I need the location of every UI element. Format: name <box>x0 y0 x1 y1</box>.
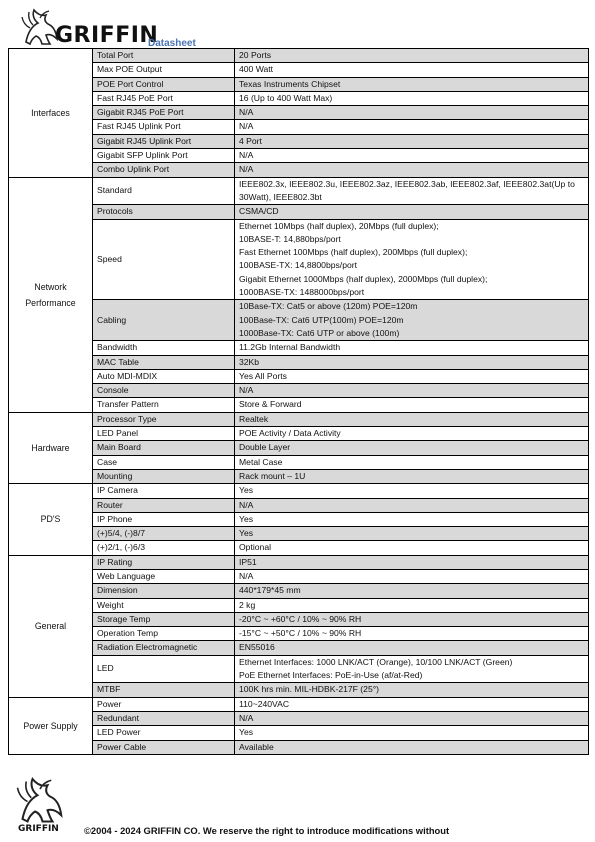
spec-value <box>235 441 589 455</box>
spec-value-line: N/A <box>239 385 254 396</box>
spec-value <box>235 91 589 105</box>
table-row <box>9 384 589 398</box>
spec-value-line: Available <box>239 741 274 752</box>
table-row <box>9 697 589 711</box>
table-row <box>9 527 589 541</box>
table-row <box>9 484 589 498</box>
spec-value-line: 30Watt), IEEE802.3bt <box>239 191 322 202</box>
spec-label: Power <box>93 697 235 711</box>
spec-value <box>235 106 589 120</box>
table-row <box>9 300 589 341</box>
spec-value-line: 32Kb <box>239 356 260 367</box>
spec-label: (+)2/1, (-)6/3 <box>93 541 235 555</box>
spec-value <box>235 469 589 483</box>
spec-label: Console <box>93 384 235 398</box>
spec-value-line: Optional <box>239 542 272 553</box>
category-cell: Hardware <box>9 412 93 483</box>
table-row <box>9 63 589 77</box>
spec-value-line: 110~240VAC <box>239 698 290 709</box>
spec-value-line: Yes All Ports <box>239 370 287 381</box>
spec-value-line: Yes <box>239 513 254 524</box>
table-row <box>9 341 589 355</box>
spec-label: Speed <box>93 219 235 300</box>
table-row <box>9 469 589 483</box>
spec-value <box>235 427 589 441</box>
spec-value <box>235 149 589 163</box>
table-row <box>9 355 589 369</box>
table-row <box>9 441 589 455</box>
spec-value-line: IP51 <box>239 556 257 567</box>
spec-value <box>235 300 589 341</box>
spec-value <box>235 77 589 91</box>
table-row <box>9 398 589 412</box>
spec-label: (+)5/4, (-)8/7 <box>93 527 235 541</box>
spec-value-line: Realtek <box>239 413 269 424</box>
table-row <box>9 512 589 526</box>
spec-value-line: Yes <box>239 485 254 496</box>
table-row <box>9 149 589 163</box>
spec-value <box>235 484 589 498</box>
spec-label: Cabling <box>93 300 235 341</box>
document-type: Datasheet <box>148 38 196 49</box>
table-row <box>9 412 589 426</box>
spec-value <box>235 412 589 426</box>
spec-label: MAC Table <box>93 355 235 369</box>
spec-value-line: 100Base-TX: Cat6 UTP(100m) POE=120m <box>239 314 404 325</box>
spec-value <box>235 569 589 583</box>
page-header <box>8 4 588 48</box>
spec-value <box>235 163 589 177</box>
table-row <box>9 134 589 148</box>
spec-label: Transfer Pattern <box>93 398 235 412</box>
table-row <box>9 177 589 205</box>
spec-value-line: N/A <box>239 107 254 118</box>
table-row <box>9 598 589 612</box>
spec-value-line: 400 Watt <box>239 64 274 75</box>
table-row <box>9 541 589 555</box>
spec-label: Auto MDI-MDIX <box>93 369 235 383</box>
spec-group <box>9 484 589 555</box>
spec-value-line: Texas Instruments Chipset <box>239 78 341 89</box>
table-row <box>9 49 589 63</box>
spec-label: Gigabit RJ45 PoE Port <box>93 106 235 120</box>
spec-value-line: CSMA/CD <box>239 206 279 217</box>
spec-label: Gigabit RJ45 Uplink Port <box>93 134 235 148</box>
spec-value-line: 20 Ports <box>239 50 272 60</box>
spec-value <box>235 355 589 369</box>
table-row <box>9 711 589 725</box>
spec-value-line: 440*179*45 mm <box>239 585 301 596</box>
spec-value <box>235 641 589 655</box>
category-cell: General <box>9 555 93 697</box>
table-row <box>9 641 589 655</box>
spec-label: Weight <box>93 598 235 612</box>
spec-value-line: EN55016 <box>239 642 275 653</box>
spec-label: Processor Type <box>93 412 235 426</box>
spec-value <box>235 527 589 541</box>
spec-value <box>235 555 589 569</box>
spec-label: Radiation Electromagnetic <box>93 641 235 655</box>
spec-label: LED Panel <box>93 427 235 441</box>
table-row <box>9 655 589 683</box>
spec-value-line: N/A <box>239 570 254 581</box>
spec-label: Operation Temp <box>93 627 235 641</box>
spec-value-line: 1000BASE-TX: 1488000bps/port <box>239 287 365 298</box>
spec-label: IP Rating <box>93 555 235 569</box>
spec-value-line: PoE Ethernet Interfaces: PoE-in-Use (af/at-Red) <box>239 670 423 681</box>
spec-value-line: Double Layer <box>239 442 291 453</box>
table-row <box>9 427 589 441</box>
spec-label: Gigabit SFP Uplink Port <box>93 149 235 163</box>
category-cell: Power Supply <box>9 697 93 754</box>
spec-value <box>235 205 589 219</box>
spec-value <box>235 369 589 383</box>
spec-value <box>235 134 589 148</box>
spec-value-line: Gigabit Ethernet 1000Mbps (half duplex), 2000Mbps (full duplex); <box>239 273 488 284</box>
spec-label: Redundant <box>93 711 235 725</box>
spec-group <box>9 412 589 483</box>
spec-value <box>235 598 589 612</box>
spec-value-line: Ethernet Interfaces: 1000 LNK/ACT (Orange), 10/100 LNK/ACT (Green) <box>239 656 513 667</box>
brand-name: GRIFFIN <box>55 23 159 48</box>
spec-label: Bandwidth <box>93 341 235 355</box>
spec-value-line: N/A <box>239 499 254 510</box>
table-row <box>9 498 589 512</box>
spec-label: Main Board <box>93 441 235 455</box>
spec-value-line: -20°C ~ +60°C / 10% ~ 90% RH <box>239 613 362 624</box>
table-row <box>9 726 589 740</box>
spec-value <box>235 711 589 725</box>
spec-value <box>235 627 589 641</box>
spec-label: Total Port <box>93 49 235 63</box>
table-row <box>9 91 589 105</box>
spec-label: POE Port Control <box>93 77 235 91</box>
spec-value <box>235 683 589 697</box>
spec-value-line: Fast Ethernet 100Mbps (half duplex), 200Mbps (full duplex); <box>239 247 468 258</box>
spec-value <box>235 740 589 754</box>
spec-group <box>9 555 589 697</box>
table-row <box>9 77 589 91</box>
table-row <box>9 106 589 120</box>
spec-value-line: 11.2Gb Internal Bandwidth <box>239 342 341 353</box>
spec-value <box>235 120 589 134</box>
spec-value <box>235 697 589 711</box>
spec-label: Case <box>93 455 235 469</box>
spec-label: Combo Uplink Port <box>93 163 235 177</box>
spec-value-line: 16 (Up to 400 Watt Max) <box>239 92 333 103</box>
table-row <box>9 683 589 697</box>
spec-value-line: 100BASE-TX: 14,8800bps/port <box>239 260 358 271</box>
spec-label: LED <box>93 655 235 683</box>
table-row <box>9 555 589 569</box>
table-row <box>9 120 589 134</box>
spec-value <box>235 541 589 555</box>
spec-value-line: N/A <box>239 164 254 175</box>
table-row <box>9 219 589 300</box>
spec-value <box>235 219 589 300</box>
spec-value-line: -15°C ~ +50°C / 10% ~ 90% RH <box>239 628 362 639</box>
spec-value-line: POE Activity / Data Activity <box>239 428 341 439</box>
spec-value-line: Rack mount – 1U <box>239 470 306 481</box>
table-row <box>9 612 589 626</box>
spec-group <box>9 697 589 754</box>
spec-label: Power Cable <box>93 740 235 754</box>
spec-value-line: 100K hrs min. MIL-HDBK-217F (25°) <box>239 684 380 695</box>
spec-value-line: Yes <box>239 727 254 738</box>
spec-label: MTBF <box>93 683 235 697</box>
spec-value <box>235 612 589 626</box>
table-row <box>9 569 589 583</box>
spec-value <box>235 655 589 683</box>
spec-group <box>9 177 589 412</box>
spec-value <box>235 398 589 412</box>
spec-value-line: 2 kg <box>239 599 256 610</box>
spec-value <box>235 177 589 205</box>
spec-value <box>235 512 589 526</box>
spec-value <box>235 384 589 398</box>
copyright-notice: ©2004 - 2024 GRIFFIN CO. We reserve the right to introduce modifications without <box>84 825 450 836</box>
category-cell: Network Performance <box>9 177 93 412</box>
griffin-emblem-icon <box>14 774 66 824</box>
spec-value-line: N/A <box>239 712 254 723</box>
spec-value <box>235 584 589 598</box>
spec-value-line: N/A <box>239 121 254 132</box>
table-row <box>9 163 589 177</box>
spec-value-line: 4 Port <box>239 135 262 146</box>
spec-label: Mounting <box>93 469 235 483</box>
spec-label: Fast RJ45 Uplink Port <box>93 120 235 134</box>
spec-label: Storage Temp <box>93 612 235 626</box>
spec-value-line: Yes <box>239 528 254 539</box>
spec-label: Fast RJ45 PoE Port <box>93 91 235 105</box>
griffin-emblem-icon <box>20 6 60 46</box>
specifications-table <box>8 48 589 755</box>
spec-label: LED Power <box>93 726 235 740</box>
spec-value <box>235 455 589 469</box>
spec-value-line: 10Base-TX: Cat5 or above (120m) POE=120m <box>239 301 418 312</box>
spec-label: Router <box>93 498 235 512</box>
spec-value-line: 1000Base-TX: Cat6 UTP or above (100m) <box>239 327 400 338</box>
spec-value <box>235 341 589 355</box>
spec-label: Web Language <box>93 569 235 583</box>
spec-value <box>235 63 589 77</box>
category-cell: Interfaces <box>9 49 93 178</box>
spec-value-line: 10BASE-T: 14,880bps/port <box>239 233 341 244</box>
spec-label: Protocols <box>93 205 235 219</box>
spec-value-line: N/A <box>239 150 254 161</box>
spec-label: Standard <box>93 177 235 205</box>
table-row <box>9 205 589 219</box>
category-cell: PD'S <box>9 484 93 555</box>
spec-label: Max POE Output <box>93 63 235 77</box>
table-row <box>9 584 589 598</box>
spec-label: IP Phone <box>93 512 235 526</box>
spec-value-line: IEEE802.3x, IEEE802.3u, IEEE802.3az, IEEE802.3ab, IEEE802.3af, IEEE802.3at(Up to <box>239 178 575 189</box>
table-row <box>9 627 589 641</box>
spec-value <box>235 49 589 63</box>
table-row <box>9 740 589 754</box>
spec-group <box>9 49 589 178</box>
spec-value-line: Store & Forward <box>239 399 302 410</box>
footer-brand-name: GRIFFIN <box>18 824 59 834</box>
spec-value <box>235 726 589 740</box>
table-row <box>9 369 589 383</box>
page-footer <box>8 774 588 842</box>
spec-label: Dimension <box>93 584 235 598</box>
spec-value <box>235 498 589 512</box>
spec-value-line: Metal Case <box>239 456 283 467</box>
table-row <box>9 455 589 469</box>
spec-label: IP Camera <box>93 484 235 498</box>
spec-value-line: Ethernet 10Mbps (half duplex), 20Mbps (full duplex); <box>239 220 439 231</box>
